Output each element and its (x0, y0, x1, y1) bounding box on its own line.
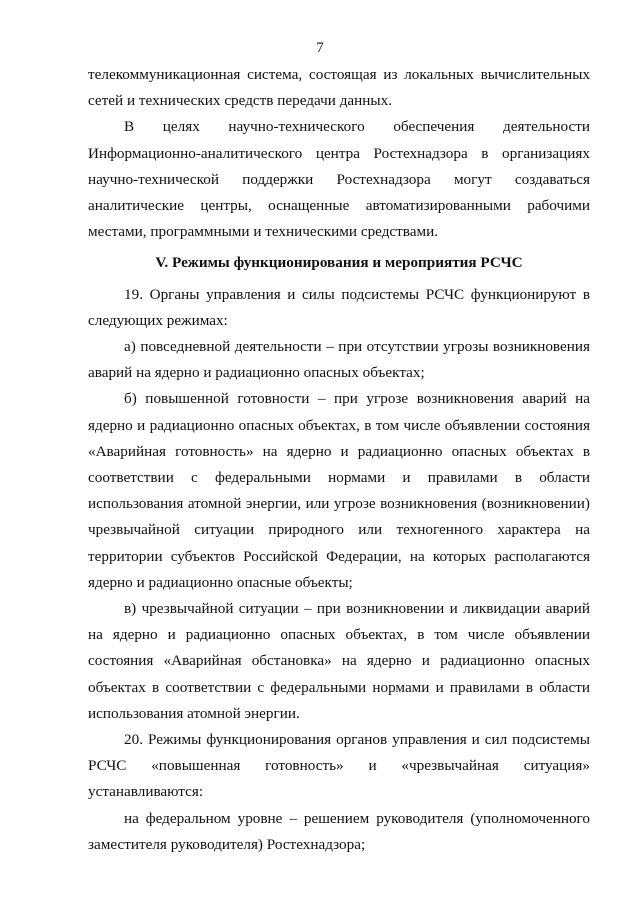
page-number: 7 (316, 40, 324, 56)
paragraph-20: 20. Режимы функционирования органов управления и сил подсистемы РСЧС «повышенная готовность» и «чрезвычайная ситуация» устанавливаются: (88, 731, 590, 801)
paragraph-analytic-centers: В целях научно-технического обеспечения деятельности Информационно-аналитического центра Ростехнадзора в организациях научно-технической поддержки Ростехнадзора могут создаваться аналитические центры, оснащенные автоматизированными рабочими местами, программными и техническими средствами. (88, 118, 590, 241)
section-heading: V. Режимы функционирования и мероприятия РСЧС (155, 254, 523, 272)
paragraph-19: 19. Органы управления и силы подсистемы РСЧС функционируют в следующих режимах: (88, 285, 590, 329)
paragraph-19v: в) чрезвычайной ситуации – при возникновении и ликвидации аварий на ядерно и радиационно опасных объектах, в том числе объявлении состояния «Аварийная обстановка» на ядерно и радиационно опасных объектах в соответствии с федеральными нормами и правилами в области использования атомной энергии. (88, 600, 590, 722)
paragraph-19a: а) повседневной деятельности – при отсутствии угрозы возникновения аварий на ядерно и радиационно опасных объектах; (88, 338, 590, 382)
paragraph-20-federal: на федеральном уровне – решением руководителя (уполномоченного заместителя руководителя) Ростехнадзора; (88, 809, 590, 853)
paragraph-continuation: телекоммуникационная система, состоящая из локальных вычислительных сетей и технических средств передачи данных. (88, 66, 590, 110)
paragraph-19b: б) повышенной готовности – при угрозе возникновения аварий на ядерно и радиационно опасных объектах, в том числе объявлении состояния «Аварийная готовность» на ядерно и радиационно опасных объектах в соответствии с федеральными нормами и правилами в области использования атомной энергии, или угрозе возникновения (возникновении) чрезвычайной ситуации природного или техногенного характера на территории субъектов Российской Федерации, на которых располагаются ядерно и радиационно опасные объекты; (88, 390, 590, 591)
document-body (88, 62, 590, 858)
